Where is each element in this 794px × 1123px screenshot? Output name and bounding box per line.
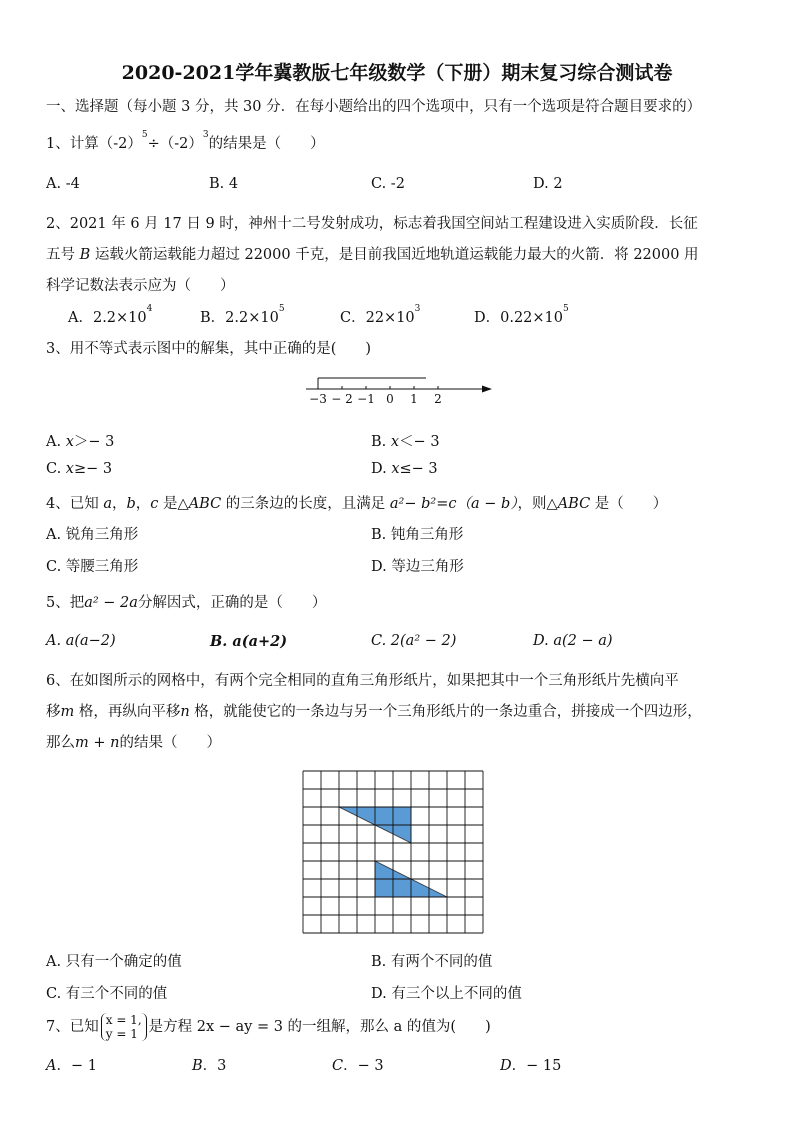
q5-post: 分解因式，正确的是（ ） [137, 595, 327, 611]
q3-option-a-rest: ＞− 3 [73, 434, 115, 450]
q7-option-b[interactable] [192, 1054, 226, 1075]
q3-text: 3、用不等式表示图中的解集，其中正确的是( ) [46, 341, 372, 357]
q7-option-b-val: ．3 [202, 1058, 227, 1074]
q2-option-d-exp: 5 [563, 304, 569, 314]
q7-option-a[interactable] [46, 1054, 97, 1075]
section-header: 一、选择题（每小题 3 分，共 30 分．在每小题给出的四个选项中，只有一个选项是符合题目要求的） [46, 99, 702, 115]
q6-var-n: n [180, 704, 190, 720]
q6-option-b[interactable]: B. 有两个不同的值 [371, 954, 493, 970]
q1-option-a[interactable]: A. -4 [46, 176, 80, 192]
q7-option-d-label: D [500, 1058, 512, 1074]
q2-line2-c: 运载火箭运载能力超过 22000 千克，是目前我国近地轨道运载能力最大的火箭．将 22000 用 [90, 247, 699, 263]
q6-line2 [46, 700, 702, 721]
q1-option-c[interactable]: C. -2 [371, 176, 405, 192]
q3-option-d-rest: ≤− 3 [399, 461, 438, 477]
number-line-arrow [482, 386, 492, 393]
q2-option-b-base: B．2.2×10 [200, 310, 279, 326]
q6-line3-b: 的结果（ ） [119, 735, 221, 751]
q7-pre: 7、已知 [46, 1019, 99, 1035]
q3-option-a-label: A. [46, 434, 66, 450]
q4-mid: 是△ [158, 496, 189, 512]
q5-option-d[interactable]: D. a(2 − a) [533, 633, 613, 649]
q3-option-c-label: C. [46, 461, 66, 477]
q4-post2: 是（ ） [590, 496, 668, 512]
q4-triangle-name: ABC [188, 496, 222, 512]
q1-option-d[interactable]: D. 2 [533, 176, 563, 192]
q7-option-c-val: ．− 3 [343, 1058, 384, 1074]
q7-option-c[interactable] [332, 1054, 384, 1075]
q7-equation-system [101, 1013, 147, 1041]
q7-option-d[interactable] [500, 1054, 561, 1075]
q4-option-d[interactable]: D. 等边三角形 [371, 559, 464, 575]
q4-equation: a²− b²=c（a − b） [389, 496, 518, 512]
q1-pre: 1、计算（-2） [46, 136, 142, 152]
q6-line2-b: 格，再纵向平移 [74, 704, 181, 720]
q1-option-b[interactable]: B. 4 [209, 176, 239, 192]
q5-option-c[interactable]: C. 2(a² − 2) [371, 633, 457, 649]
q4-pre: 4、已知 [46, 496, 104, 512]
q7-sys-line1: x = 1, [105, 1013, 142, 1027]
number-line-tick-label: − 2 [331, 392, 353, 406]
q4-mid2: 的三条边的长度，且满足 [221, 496, 390, 512]
q4-triangle-name-2: ABC [557, 496, 591, 512]
q1-mid: ÷（-2） [147, 136, 203, 152]
q7-text [46, 1013, 491, 1041]
q2-option-b-exp: 5 [278, 304, 285, 314]
q5-expression: a² − 2a [84, 595, 138, 611]
q3-option-b[interactable] [371, 430, 440, 451]
q3-option-c-var: x [65, 461, 74, 477]
number-line-tick-label: 1 [410, 392, 418, 406]
q3-option-c-rest: ≥− 3 [73, 461, 113, 477]
q6-var-m: m [60, 704, 75, 720]
q1-exp2: 3 [202, 130, 209, 140]
q1-exp1: 5 [141, 130, 148, 140]
q2-option-a-base: A．2.2×10 [68, 310, 147, 326]
q6-line3 [46, 731, 221, 752]
q4-option-b[interactable]: B. 钝角三角形 [371, 527, 464, 543]
q4-sep2: ， [135, 496, 151, 512]
q6-option-a[interactable]: A. 只有一个确定的值 [46, 954, 182, 970]
q5-option-b[interactable]: B. a(a+2) [210, 633, 288, 650]
question-1 [46, 132, 325, 153]
q3-option-c[interactable] [46, 461, 112, 477]
q2-option-c-exp: 3 [414, 304, 421, 314]
q2-option-d-base: D．0.22×10 [474, 310, 564, 326]
grid-figure [300, 769, 486, 937]
q6-expression: m + n [75, 735, 120, 751]
q2-option-d[interactable] [474, 306, 569, 327]
q1-post: 的结果是（ ） [208, 136, 325, 152]
q6-option-c[interactable]: C. 有三个不同的值 [46, 986, 168, 1002]
q3-option-a-var: x [65, 434, 74, 450]
q6-line1: 6、在如图所示的网格中，有两个完全相同的直角三角形纸片，如果把其中一个三角形纸片先横向平 [46, 673, 679, 689]
q4-post: ，则△ [517, 496, 558, 512]
q7-option-a-val: ．− 1 [56, 1058, 97, 1074]
q3-option-a[interactable] [46, 430, 114, 451]
q6-option-d[interactable]: D. 有三个以上不同的值 [371, 986, 522, 1002]
q2-option-a-exp: 4 [146, 304, 153, 314]
q6-line3-a: 那么 [46, 735, 75, 751]
q2-rocket-letter: B [79, 247, 91, 263]
q5-text [46, 591, 326, 612]
q4-var-b: b [126, 496, 136, 512]
q7-post: 是方程 2x − ay = 3 的一组解，那么 a 的值为( ) [148, 1019, 491, 1035]
q2-option-c[interactable] [340, 306, 420, 327]
q4-option-c[interactable]: C. 等腰三角形 [46, 559, 139, 575]
q2-option-a[interactable] [68, 306, 152, 327]
q2-option-b[interactable] [200, 306, 285, 327]
q7-sys-line2: y = 1 [105, 1027, 138, 1041]
q4-var-c: c [150, 496, 159, 512]
number-line-tick-label: 2 [434, 392, 442, 406]
q2-line2-a: 五号 [46, 247, 80, 263]
q6-line2-c: 格，就能使它的一条边与另一个三角形纸片的一条边重合，拼接成一个四边形， [189, 704, 702, 720]
q3-option-b-rest: ＜− 3 [399, 434, 440, 450]
q4-option-a[interactable]: A. 锐角三角形 [46, 527, 139, 543]
q2-line2 [46, 243, 699, 264]
q3-option-d[interactable] [371, 461, 438, 477]
q7-option-a-label: A [46, 1058, 57, 1074]
q2-line1: 2、2021 年 6 月 17 日 9 时，神州十二号发射成功，标志着我国空间站工程建设进入实质阶段．长征 [46, 216, 698, 232]
q4-sep1: ， [112, 496, 127, 512]
q6-line2-a: 移 [46, 704, 61, 720]
q2-line3: 科学记数法表示应为（ ） [46, 278, 235, 294]
q5-option-a[interactable]: A. a(a−2) [46, 633, 116, 649]
q3-option-d-label: D. [371, 461, 392, 477]
number-line-tick-label: 0 [386, 392, 394, 406]
q3-option-b-var: x [390, 434, 400, 450]
q7-option-b-label: B [192, 1058, 203, 1074]
q4-var-a: a [103, 496, 112, 512]
q3-option-b-label: B. [371, 434, 391, 450]
q5-pre: 5、把 [46, 595, 85, 611]
q4-text [46, 492, 667, 513]
page-title: 2020-2021学年冀教版七年级数学（下册）期末复习综合测试卷 [121, 62, 673, 84]
q7-option-c-label: C [332, 1058, 344, 1074]
number-line-tick-label: −1 [357, 392, 375, 406]
number-line-figure [300, 372, 500, 408]
q2-option-c-base: C．22×10 [340, 310, 415, 326]
q7-option-d-val: ．− 15 [511, 1058, 562, 1074]
number-line-tick-label: −3 [309, 392, 327, 406]
q3-option-d-var: x [391, 461, 400, 477]
